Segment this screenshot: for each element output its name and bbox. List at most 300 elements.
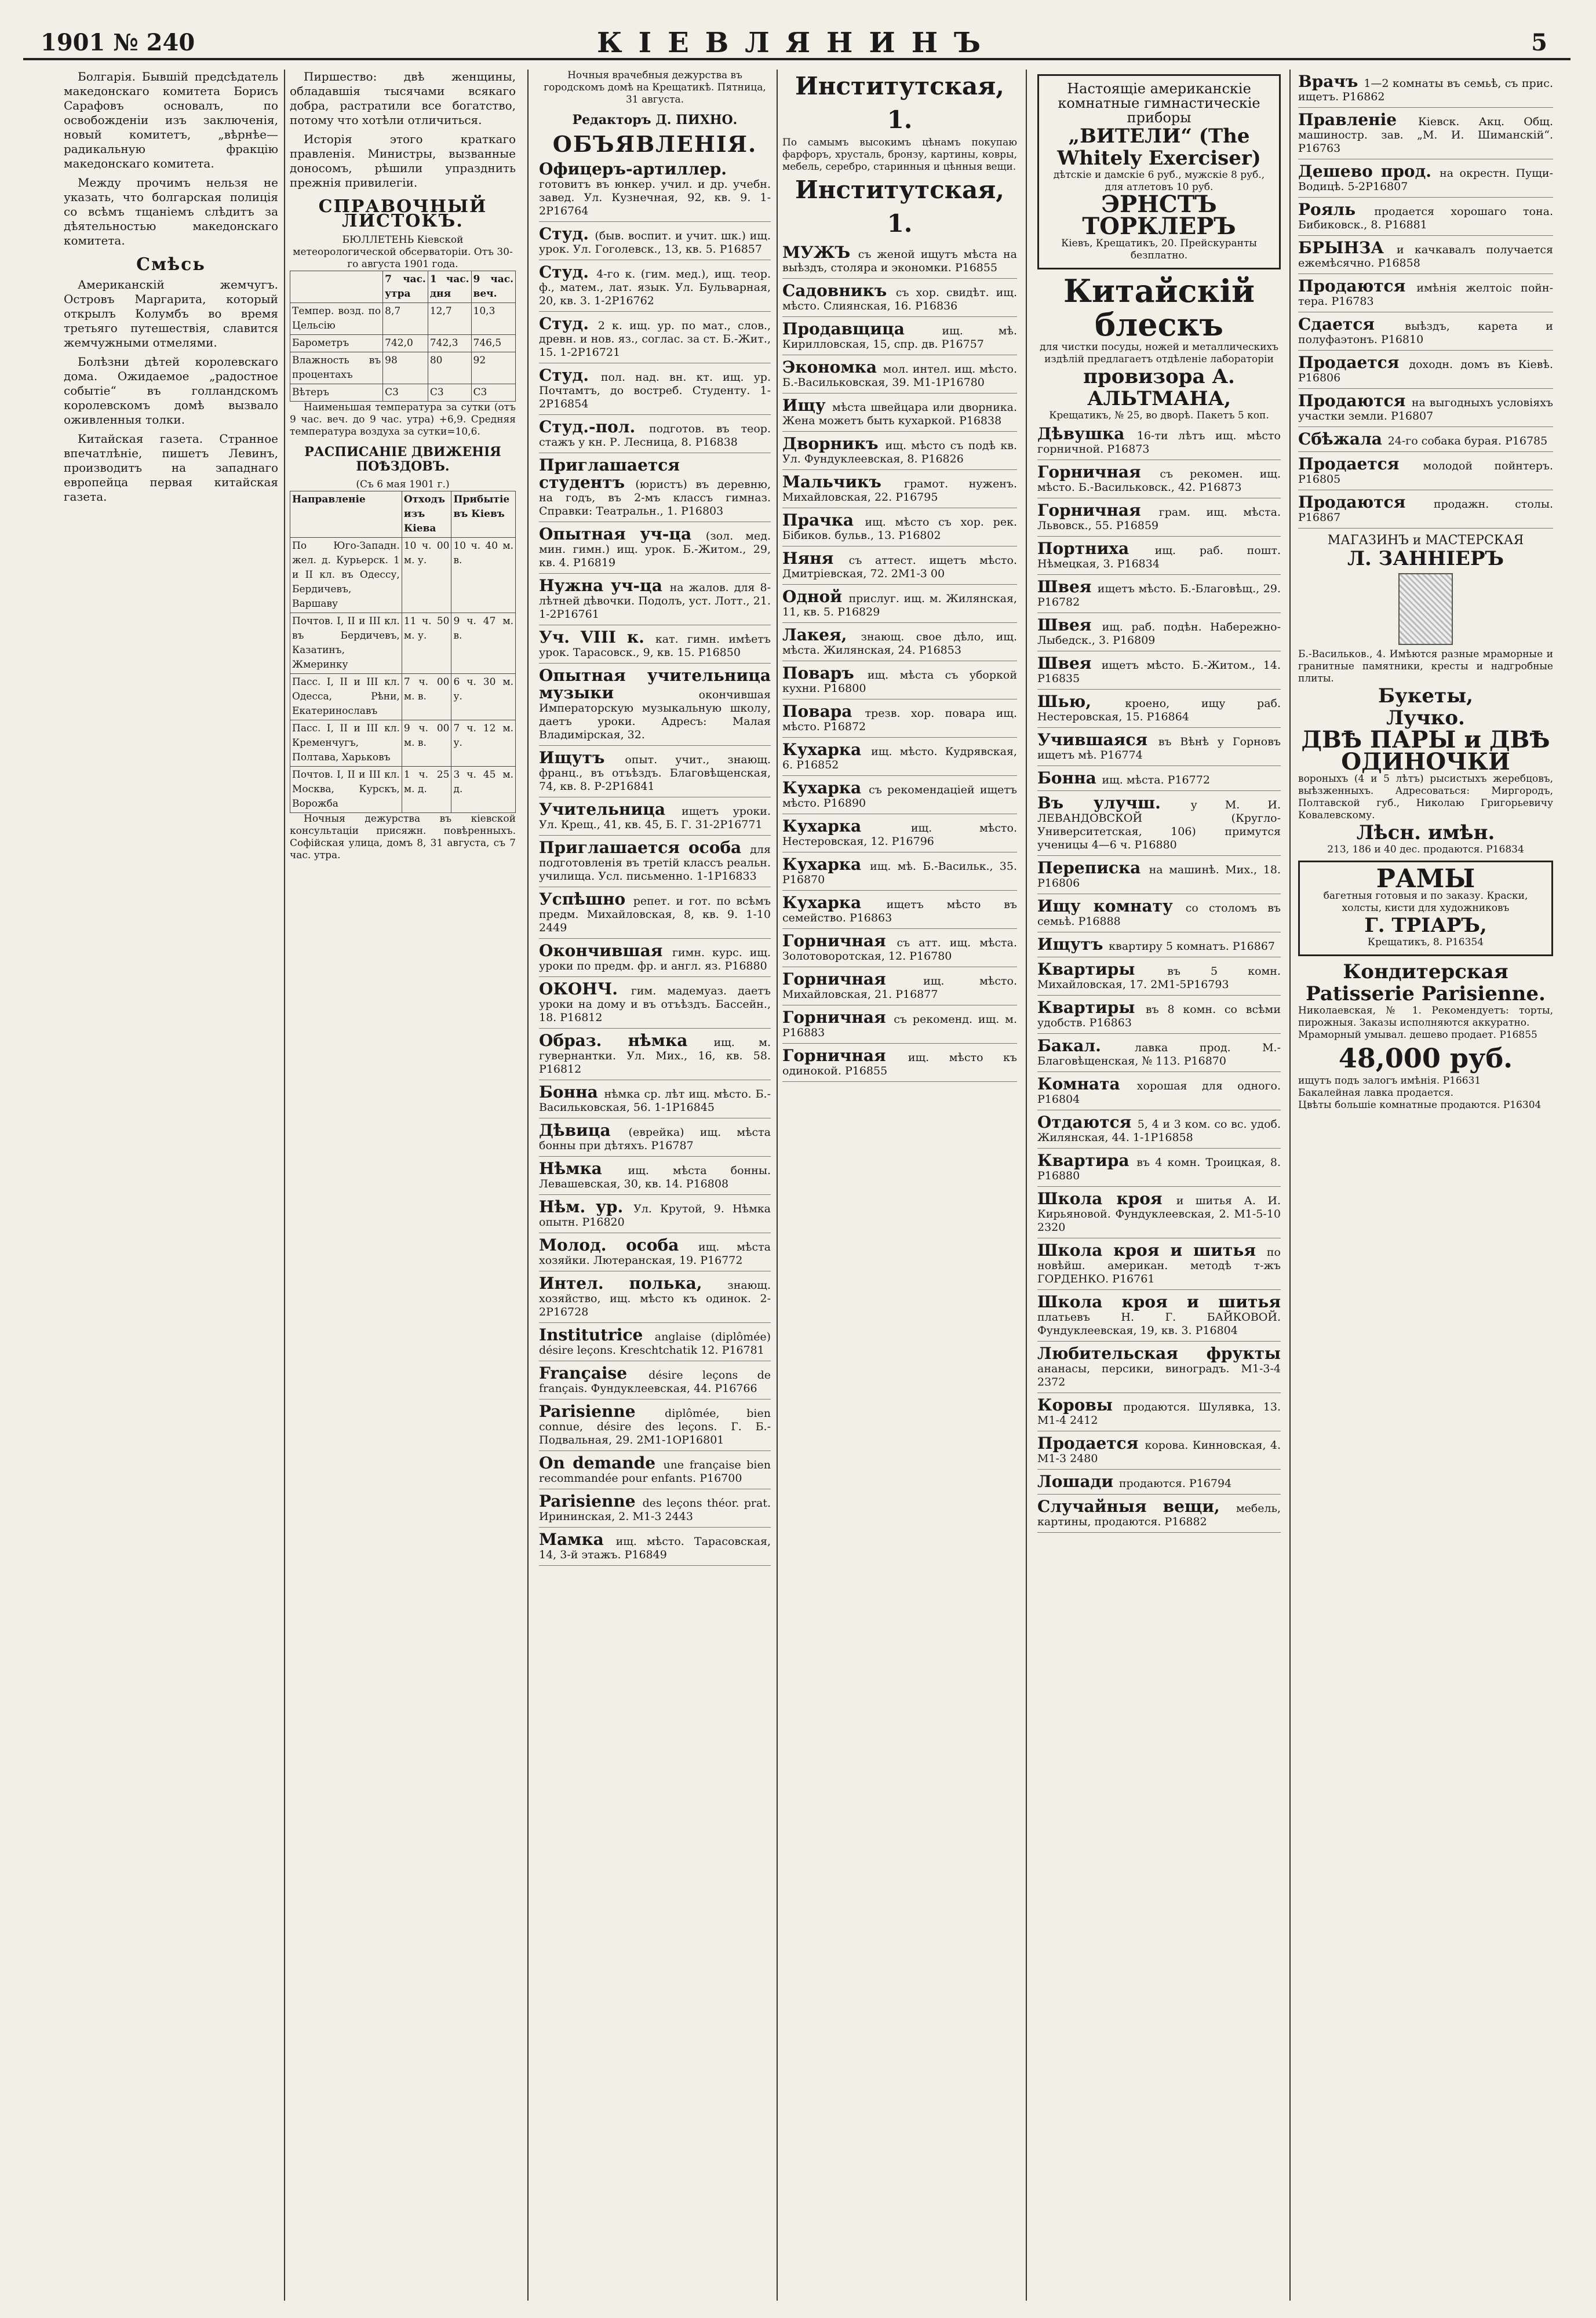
classified-ad <box>782 661 1017 699</box>
ad-title: МАГАЗИНЪ и МАСТЕРСКАЯ <box>1327 533 1524 548</box>
ad-keyword: Уч. VIII к. <box>539 628 655 647</box>
table-cell: Темпер. возд. по Цельсію <box>290 303 383 335</box>
ad-body: ищ. м. гувернантки. Ул. Мих., 16, кв. 58. Р16812 <box>539 1036 771 1076</box>
ad-prices: дѣтскіе и дамскіе 6 руб., мужскіе 8 руб., для атлетовъ 10 руб. <box>1053 169 1265 193</box>
table-cell: 8,7 <box>383 303 428 335</box>
classified-ad <box>1037 996 1281 1034</box>
ad-body: ищетъ мѣсто. Б.-Житом., 14. Р16835 <box>1037 659 1281 685</box>
table-header: 7 час. утра <box>383 271 428 303</box>
table-cell: 1 ч. 25 м. д. <box>402 767 451 813</box>
classified-ad <box>782 738 1017 776</box>
ad-keyword: Продается <box>1037 1434 1145 1453</box>
ad-keyword: Нѣмка <box>539 1159 628 1178</box>
ad-body: 5, 4 и 3 ком. со вс. удоб. Жилянская, 44. 1-1Р16858 <box>1037 1118 1281 1144</box>
classified-ad <box>1037 460 1281 498</box>
ad-body: съ рекоменд. ищ. м. Р16883 <box>782 1013 1017 1039</box>
classified-ad <box>1037 1431 1281 1470</box>
ad-headline: РАМЫ <box>1376 864 1475 894</box>
classified-ad <box>1037 1187 1281 1238</box>
classified-ad <box>1298 198 1553 236</box>
ad-keyword: Рояль <box>1298 200 1375 219</box>
ad-body: мол. интел. ищ. мѣсто. Б.-Васильковская, 39. М1-1Р16780 <box>782 363 1017 389</box>
classified-ad <box>539 1195 771 1233</box>
ad-keyword: Молод. особа <box>539 1235 698 1255</box>
column-2 <box>290 70 516 2306</box>
article-paragraph: Пиршество: двѣ женщины, обладавшія тысячами всякаго добра, растратили все богатство, потому что хотѣли отличиться. <box>290 70 516 127</box>
ad-keyword: Одной <box>782 587 849 606</box>
table-cell: 742,3 <box>428 335 471 352</box>
ad-keyword: Горничная <box>782 970 924 989</box>
classified-ad <box>1037 766 1281 791</box>
classified-ad <box>782 470 1017 508</box>
table-cell: Почтов. I, II и III кл. Москва, Курскъ, Ворожба <box>290 767 402 813</box>
ad-body: квартиру 5 комнатъ. Р16867 <box>1109 940 1276 953</box>
ad-keyword: Institutrice <box>539 1325 655 1344</box>
article-paragraph: Исторія этого краткаго правленія. Министры, вызванные доносомъ, рѣшили упразднить прежнія привилегіи. <box>290 132 516 189</box>
ads-heading: ОБЪЯВЛЕНІЯ. <box>552 131 757 157</box>
ad-body: (зол. мед. мин. гимн.) ищ. урок. Б.-Житом., 29, кв. 4. Р16819 <box>539 530 771 569</box>
ad-keyword: Дѣвица <box>539 1121 629 1140</box>
ad-keyword: Садовникъ <box>782 281 896 300</box>
ad-keyword: Лакея, <box>782 625 861 644</box>
ad-keyword: БРЫНЗА <box>1298 238 1397 257</box>
ad-address: Крещатикъ, 8. Р16354 <box>1367 936 1484 948</box>
classified-ad <box>782 1044 1017 1082</box>
frames-ad <box>1298 861 1553 956</box>
newspaper-title: КІЕВЛЯНИНЪ <box>596 27 997 59</box>
ad-keyword: Кухарка <box>782 740 872 759</box>
monument-illustration <box>1398 573 1453 645</box>
classified-ad <box>1037 1238 1281 1290</box>
table-cell: 746,5 <box>471 335 515 352</box>
ad-body: и шитья А. И. Кирьяновой. Фундуклеевская, 2. М1-5-10 2320 <box>1037 1194 1281 1234</box>
classified-ad <box>782 585 1017 623</box>
classified-ad <box>1037 1393 1281 1431</box>
table-header: 9 час. веч. <box>471 271 515 303</box>
ad-body: со столомъ въ семьѣ. Р16888 <box>1037 902 1281 928</box>
ad-body: продажн. столы. Р16867 <box>1298 498 1553 524</box>
classified-ad <box>1037 1495 1281 1533</box>
ad-keyword: Кухарка <box>782 817 911 836</box>
table-cell: 7 ч. 00 м. в. <box>402 674 451 720</box>
classified-ad <box>782 393 1017 432</box>
ad-body: ищ. мѣсто. Михайловская, 21. Р16877 <box>782 975 1017 1001</box>
classified-ad <box>539 453 771 522</box>
ad-body: ищетъ уроки. Ул. Крещ., 41, кв. 45, Б. Г. 31-2Р16771 <box>539 805 771 831</box>
ad-keyword: Кухарка <box>782 893 887 912</box>
article-paragraph: Американскій жемчугъ. Островъ Маргарита, который открылъ Колумбъ во время третьяго путешествія, славится жемчужными отмелями. <box>64 278 278 349</box>
ad-name: Л. ЗАННІЕРЪ <box>1347 547 1504 570</box>
ad-text: 213, 186 и 40 дес. продаются. Р16834 <box>1327 844 1524 855</box>
ad-keyword: Въ улучш. <box>1037 793 1191 812</box>
ad-body: ищ. раб. пошт. Нѣмецкая, 3. Р16834 <box>1037 544 1281 570</box>
ad-keyword: Школа кроя <box>1037 1189 1176 1208</box>
ad-keyword: Сдается <box>1298 315 1405 334</box>
ad-keyword: Студ. <box>539 263 597 282</box>
ad-body: des leçons théor. prat. Ирининская, 2. М1-3 2443 <box>539 1497 771 1523</box>
ad-text: ищутъ подъ залогъ имѣнія. Р16631 <box>1298 1075 1481 1087</box>
classified-ad <box>782 432 1017 470</box>
ad-keyword: Бонна <box>539 1083 604 1102</box>
article-paragraph: Болѣзни дѣтей королевскаго дома. Ожидаемое „радостное событіе“ въ голландскомъ королевскомъ домѣ вызвало оживленныя толки. <box>64 355 278 427</box>
ad-keyword: Швея <box>1037 577 1098 596</box>
ad-keyword: Продаются <box>1298 493 1434 512</box>
ad-keyword: Горничная <box>782 1046 908 1065</box>
table-cell: 9 ч. 47 м. в. <box>451 613 516 674</box>
table-cell: 12,7 <box>428 303 471 335</box>
ad-body: (юристъ) въ деревню, на годъ, въ 2-мъ классъ гимназ. Справки: Театральн., 1. Р16803 <box>539 478 771 517</box>
ad-body: доходн. домъ въ Кіевѣ. Р16806 <box>1298 358 1553 384</box>
classified-ad <box>782 967 1017 1005</box>
ad-body: прислуг. ищ. м. Жилянская, 11, кв. 5. Р16829 <box>782 592 1017 618</box>
ad-address: Крещатикъ, № 25, во дворѣ. Пакетъ 5 коп. <box>1049 410 1269 421</box>
ad-body: съ рекомен. ищ. мѣсто. Б.-Васильковск., 42. Р16873 <box>1037 468 1281 494</box>
ad-keyword: Мальчикъ <box>782 472 904 491</box>
ad-keyword: Приглашается особа <box>539 838 750 857</box>
ad-keyword: Горничная <box>782 931 897 950</box>
table-row <box>290 335 516 352</box>
table-row <box>290 384 516 402</box>
classified-ad <box>1037 1290 1281 1342</box>
ad-keyword: Прачка <box>782 511 865 530</box>
classified-ad <box>1037 932 1281 957</box>
ad-brand: „ВИТЕЛИ“ (The Whitely Exerciser) <box>1057 125 1261 170</box>
ad-body: ищетъ мѣсто. Б.-Благовѣщ., 29. Р16782 <box>1037 582 1281 608</box>
ad-address: Кіевъ, Крещатикъ, 20. Прейскуранты безплатно. <box>1061 238 1257 261</box>
ad-body: въ 8 комн. со всѣми удобств. Р16863 <box>1037 1003 1281 1029</box>
ad-keyword: Нужна уч-ца <box>539 576 670 595</box>
ad-body: для подготовленія въ третій классъ реальн. училища. Усл. письменно. 1-1Р16833 <box>539 843 771 883</box>
table-row <box>290 352 516 384</box>
ad-body: и качкавалъ получается ежемѣсячно. Р16858 <box>1298 243 1553 269</box>
classified-ad <box>539 363 771 415</box>
ad-keyword: Ищутъ <box>1037 935 1109 954</box>
ad-keyword: Ищу комнату <box>1037 896 1186 916</box>
ad-keyword: Врачъ <box>1298 72 1364 91</box>
ad-body: окончившая Императорскую музыкальную школу, даетъ уроки. Адресъ: Малая Владимірская, 32. <box>539 688 771 741</box>
ad-keyword: Случайныя вещи, <box>1037 1497 1236 1516</box>
classified-ad <box>539 522 771 574</box>
ad-body: 4-го к. (гим. мед.), ищ. теор. ф., матем., лат. язык. Ул. Бульварная, 20, кв. 3. 1-2Р16762 <box>539 268 771 307</box>
table-cell: Барометръ <box>290 335 383 352</box>
column-1 <box>64 70 278 2306</box>
ad-body: ищ. мѣсто. Кудрявская, 6. Р16852 <box>782 745 1017 771</box>
classified-ad <box>539 625 771 664</box>
ad-body: готовитъ въ юнкер. учил. и др. учебн. завед. Ул. Кузнечная, 92, кв. 9. 1-2Р16764 <box>539 178 771 217</box>
classified-ad <box>539 664 771 746</box>
ad-keyword: Переписка <box>1037 858 1149 877</box>
ad-keyword: Няня <box>782 549 849 568</box>
classified-ad <box>539 1029 771 1080</box>
ad-keyword: Офицеръ-артиллер. <box>539 159 727 178</box>
classified-ad <box>782 699 1017 738</box>
ad-keyword: Школа кроя и шитья <box>1037 1292 1281 1311</box>
ad-headline: 48,000 руб. <box>1338 1043 1513 1074</box>
ad-keyword: Повара <box>782 702 865 721</box>
table-cell: 98 <box>383 352 428 384</box>
ad-body: продаются. Шулявка, 13. М1-4 2412 <box>1037 1401 1281 1427</box>
ad-keyword: Студ. <box>539 224 595 243</box>
column-3 <box>539 70 771 2306</box>
ad-body: знающ. свое дѣло, ищ. мѣста. Жилянская, 24. Р16853 <box>782 630 1017 657</box>
classified-ad <box>1298 159 1553 198</box>
ad-keyword: Сбѣжала <box>1298 429 1388 449</box>
ad-headline: Институтская, 1. <box>795 176 1004 238</box>
ads-list <box>539 157 771 1566</box>
classified-ad <box>1037 957 1281 996</box>
ad-keyword: Приглашается студентъ <box>539 455 680 492</box>
ad-body: опыт. учит., знающ. франц., въ отъѣздъ. Благовѣщенская, 74, кв. 8. Р-2Р16841 <box>539 753 771 793</box>
table-row <box>290 767 516 813</box>
ad-body: съ аттест. ищетъ мѣсто. Дмитріевская, 72. 2М1-3 00 <box>782 554 1017 580</box>
ad-text: Б.-Васильков., 4. Имѣются разные мраморные и гранитные памятники, кресты и надгробные плиты. <box>1298 648 1553 684</box>
ad-title: Настоящіе американскіе комнатные гимнастическіе приборы <box>1058 81 1260 126</box>
duty-note: Ночныя дежурства въ кіевской консультаціи присяжн. повѣренныхъ. Софійская улица, домъ 8, 31 августа, съ 7 час. утра. <box>290 813 516 861</box>
column-divider <box>1289 70 1291 2301</box>
ad-headline: Кондитерская Patisserie Parisienne. <box>1306 960 1546 1005</box>
ad-body: хорошая для одного. Р16804 <box>1037 1080 1281 1106</box>
table-cell: Почтов. I, II и III кл. въ Бердичевъ, Казатинъ, Жмеринку <box>290 613 402 674</box>
table-cell: 7 ч. 12 м. у. <box>451 720 516 767</box>
ad-keyword: Продаются <box>1298 391 1412 410</box>
table-row <box>290 613 516 674</box>
ads-list <box>782 240 1017 1082</box>
schedule-subtitle: (Съ 6 мая 1901 г.) <box>356 479 450 490</box>
ad-keyword: Правленіе <box>1298 110 1419 129</box>
classified-ad <box>1037 1149 1281 1187</box>
ad-body: ищ. мѣсто съ подѣ кв. Ул. Фундуклеевская, 8. Р16826 <box>782 439 1017 465</box>
ad-body: въ Вѣнѣ у Горновъ ищетъ мѣ. Р16774 <box>1037 735 1281 761</box>
ad-body: ищ. мѣ. Б.-Васильк., 35. Р16870 <box>782 860 1017 886</box>
ad-body: ищетъ мѣсто въ семейство. Р16863 <box>782 898 1017 924</box>
classified-ad <box>1037 613 1281 651</box>
ad-body: продается хорошаго тона. Бибиковск., 8. Р16881 <box>1298 205 1553 231</box>
classified-ad <box>1037 791 1281 856</box>
classified-ad <box>539 1118 771 1157</box>
ad-keyword: Горничная <box>782 1008 894 1027</box>
classified-ad <box>539 222 771 260</box>
ad-body: у М. И. ЛЕВАНДОВСКОЙ (Кругло-Университетская, 106) примутся ученицы 4—6 ч. Р16880 <box>1037 799 1281 851</box>
table-cell: С3 <box>383 384 428 402</box>
classified-ad <box>782 546 1017 585</box>
classified-ad <box>539 746 771 797</box>
ad-body: грамот. нуженъ. Михайловская, 22. Р16795 <box>782 478 1017 504</box>
ad-body: по новѣйш. американ. методѣ т-жъ ГОРДЕНКО. Р16761 <box>1037 1246 1281 1285</box>
ad-keyword: Шью, <box>1037 692 1125 711</box>
weather-note: Наименьшая температура за сутки (отъ 9 час. веч. до 9 час. утра) +6,9. Средняя температура воздуха за сутки=10,6. <box>290 402 516 438</box>
ad-keyword: Ищутъ <box>539 748 625 767</box>
ad-keyword: Успѣшно <box>539 890 633 909</box>
table-row <box>290 720 516 767</box>
ad-body: на выгодныхъ условіяхъ участки земли. Р16807 <box>1298 396 1553 422</box>
classified-ad <box>782 508 1017 546</box>
classified-ad <box>1037 1342 1281 1393</box>
ad-headline: Китайскій блескъ <box>1063 272 1255 343</box>
ad-keyword: Продаются <box>1298 276 1417 296</box>
ad-body: une française bien recommandée pour enfants. Р16700 <box>539 1459 771 1485</box>
ad-body: гимн. курс. ищ. уроки по предм. фр. и англ. яз. Р16880 <box>539 946 771 972</box>
ad-keyword: Студ.-пол. <box>539 417 649 436</box>
editor-line: Редакторъ Д. ПИХНО. <box>572 112 738 127</box>
classified-ad <box>1037 1072 1281 1110</box>
ad-keyword: Горничная <box>1037 501 1159 520</box>
ad-keyword: Дворникъ <box>782 434 886 453</box>
ad-body: (быв. воспит. и учит. шк.) ищ. урок. Ул. Гоголевск., 13, кв. 5. Р16857 <box>539 229 771 256</box>
ads-list <box>1298 70 1553 529</box>
ad-text: Мраморный умывал. дешево продает. Р16855 <box>1298 1029 1537 1041</box>
ad-body: съ женой ищутъ мѣста на выѣздъ, столяра и экономки. Р16855 <box>782 248 1017 274</box>
ad-keyword: Опытная учительница музыки <box>539 666 771 702</box>
ad-keyword: Мамка <box>539 1530 616 1549</box>
table-cell: 9 ч. 00 м. в. <box>402 720 451 767</box>
ad-body: 16-ти лѣтъ ищ. мѣсто горничной. Р16873 <box>1037 429 1281 455</box>
classified-ad <box>539 1451 771 1489</box>
ad-body: anglaise (diplômée) désire leçons. Kreschtchatik 12. Р16781 <box>539 1331 771 1357</box>
ad-keyword: Швея <box>1037 654 1102 673</box>
table-cell: Вѣтеръ <box>290 384 383 402</box>
ad-body: имѣнія желтоіс пойн-тера. Р16783 <box>1298 282 1553 308</box>
article-paragraph: Китайская газета. Странное впечатлѣніе, пишетъ Левинъ, производитъ на западнаго европейца первая китайская газета. <box>64 432 278 504</box>
classified-ad <box>539 797 771 836</box>
classified-ad <box>1037 575 1281 613</box>
table-cell: 11 ч. 50 м. у. <box>402 613 451 674</box>
table-header: Направленіе <box>290 491 402 538</box>
classified-ad <box>1037 1110 1281 1149</box>
table-row <box>290 674 516 720</box>
ad-keyword: Образ. нѣмка <box>539 1031 714 1050</box>
ad-body: diplômée, bien connue, désire des leçons. Г. Б.-Подвальная, 29. 2М1-1ОР16801 <box>539 1407 771 1446</box>
page-number: 5 <box>1531 29 1547 56</box>
ad-body: съ атт. ищ. мѣста. Золотоворотская, 12. Р16780 <box>782 936 1017 963</box>
ad-body: гим. мадемуаз. даетъ уроки на дому и въ отъѣздъ. Бассейн., 18. Р16812 <box>539 985 771 1024</box>
column-4 <box>782 70 1017 2306</box>
ad-keyword: Горничная <box>1037 462 1160 482</box>
ad-headline: Институтская, 1. <box>795 72 1004 134</box>
table-cell: 3 ч. 45 м. д. <box>451 767 516 813</box>
column-5 <box>1037 70 1281 2306</box>
article-paragraph: Болгарія. Бывшій предсѣдатель македонскаго комитета Борисъ Сарафовъ основалъ, по освобожденіи изъ заключенія, новый комитетъ, „вѣрнѣе—радикальную фракцію македонскаго комитета. <box>64 70 278 170</box>
ad-body: ананасы, персики, виноградъ. М1-3-4 2372 <box>1037 1362 1281 1388</box>
classified-ad <box>539 1528 771 1566</box>
duty-note: Ночныя врачебныя дежурства въ городскомъ домѣ на Крещатикѣ. Пятница, 31 августа. <box>544 70 766 105</box>
column-divider <box>284 70 285 2301</box>
ad-body: лавка прод. М.-Благовѣщенская, № 113. Р16870 <box>1037 1041 1281 1067</box>
classified-ad <box>539 1157 771 1195</box>
table-header: Отходъ изъ Кіева <box>402 491 451 538</box>
ad-text: багетныя готовыя и по заказу. Краски, холсты, кисти для художниковъ <box>1323 890 1528 914</box>
issue-number: 1901 № 240 <box>41 29 195 56</box>
table-cell: 10 ч. 00 м. у. <box>402 538 451 613</box>
ad-body: съ хор. свидѣт. ищ. мѣсто. Слиянская, 16. Р16836 <box>782 286 1017 312</box>
column-6 <box>1298 70 1553 2306</box>
classified-ad <box>1037 651 1281 690</box>
column-divider <box>527 70 529 2301</box>
table-row <box>290 303 516 335</box>
section-heading: Смѣсь <box>136 254 206 275</box>
table-header <box>290 271 383 303</box>
classified-ad <box>1037 422 1281 460</box>
classified-ad <box>1298 108 1553 159</box>
ad-body: ищ. мѣсто къ одинокой. Р16855 <box>782 1051 1017 1077</box>
ad-body: ищ. мѣста. Р16772 <box>1102 774 1210 786</box>
classified-ad <box>539 836 771 887</box>
ad-body: въ 4 комн. Троицкая, 8. Р16880 <box>1037 1156 1281 1182</box>
ad-keyword: Портниха <box>1037 539 1155 558</box>
ad-body: репет. и гот. по всѣмъ предм. Михайловская, 8, кв. 9. 1-10 2449 <box>539 895 771 934</box>
classified-ad <box>539 939 771 977</box>
classified-ad <box>1298 236 1553 274</box>
classified-ad <box>1037 690 1281 728</box>
ad-keyword: Студ. <box>539 314 598 333</box>
ad-body: ищ. мѣсто съ хор. рек. Бібиков. бульв., 13. Р16802 <box>782 516 1017 542</box>
ad-keyword: Учившаяся <box>1037 730 1158 749</box>
ad-text: для чистки посуды, ножей и металлическихъ издѣлій предлагаетъ отдѣленіе лабораторіи <box>1040 341 1278 365</box>
classified-ad <box>1298 427 1553 452</box>
ad-text: Бакалейная лавка продается. <box>1298 1087 1454 1099</box>
classified-ad <box>1037 1034 1281 1072</box>
classified-ad <box>1037 894 1281 932</box>
ad-text: Николаевская, № 1. Рекомендуетъ: торты, пирожныя. Заказы исполняются аккуратно. <box>1298 1005 1553 1029</box>
table-cell: 10,3 <box>471 303 515 335</box>
ad-body: корова. Кинновская, 4. М1-3 2480 <box>1037 1439 1281 1465</box>
classified-ad <box>1298 351 1553 389</box>
classified-ad <box>539 1399 771 1451</box>
ad-name: Г. ТРІАРЪ, <box>1364 914 1487 937</box>
classified-ad <box>782 355 1017 393</box>
ad-body: нѣмка ср. лѣт ищ. мѣсто. Б.-Васильковская, 56. 1-1Р16845 <box>539 1088 771 1114</box>
column-divider <box>777 70 778 2301</box>
ad-seller: ЭРНСТЪ ТОРКЛЕРЪ <box>1082 191 1236 240</box>
ad-body: на окрестн. Пущи-Водицѣ. 5-2Р16807 <box>1298 167 1553 193</box>
ad-body: трезв. хор. повара ищ. мѣсто. Р16872 <box>782 707 1017 733</box>
classified-ad <box>782 929 1017 967</box>
classified-ad <box>1037 856 1281 894</box>
ad-body: ищ. мѣсто. Нестеровская, 12. Р16796 <box>782 822 1017 848</box>
classified-ad <box>1037 537 1281 575</box>
classified-ad <box>539 157 771 222</box>
classified-ad <box>1298 312 1553 351</box>
table-cell: Пасс. I, II и III кл. Кременчугъ, Полтава, Харьковъ <box>290 720 402 767</box>
classified-ad <box>782 279 1017 317</box>
ad-keyword: Отдаются <box>1037 1113 1138 1132</box>
classified-ad <box>782 1005 1017 1044</box>
ad-keyword: МУЖЪ <box>782 243 858 262</box>
newspaper-header <box>23 23 1571 60</box>
ad-keyword: Кухарка <box>782 778 869 797</box>
classified-ad <box>1037 1470 1281 1495</box>
ad-keyword: On demande <box>539 1453 664 1473</box>
classified-ad <box>539 574 771 625</box>
classified-ad <box>539 260 771 312</box>
train-schedule-table <box>290 491 516 813</box>
ad-body: 24-го собака бурая. Р16785 <box>1387 435 1548 447</box>
table-cell: 92 <box>471 352 515 384</box>
ad-body: ищ. мѣ. Кирилловская, 15, спр. дв. Р16757 <box>782 325 1017 351</box>
ad-body: désire leçons de français. Фундуклеевская, 44. Р16766 <box>539 1369 771 1395</box>
ad-body: (еврейка) ищ. мѣста бонны при дѣтяхъ. Р16787 <box>539 1126 771 1152</box>
classified-ad <box>539 1489 771 1528</box>
ad-keyword: Квартиры <box>1037 998 1146 1017</box>
ad-headline: Лѣсн. имѣн. <box>1356 821 1495 844</box>
ads-list <box>1037 422 1281 1533</box>
ad-body: на жалов. для 8-лѣтней дѣвочки. Подолъ, уст. Лотт., 21. 1-2Р16761 <box>539 581 771 621</box>
ad-body: Кіевск. Акц. Общ. машиностр. зав. „М. И. Шиманскій“. Р16763 <box>1298 115 1553 155</box>
ad-body: знающ. хозяйство, ищ. мѣсто къ одинок. 2-2Р16728 <box>539 1279 771 1318</box>
classified-ad <box>782 623 1017 661</box>
classified-ad <box>782 852 1017 891</box>
ad-body: мѣста швейцара или дворника. Жена можетъ быть кухаркой. Р16838 <box>782 401 1017 427</box>
ad-keyword: Студ. <box>539 366 601 385</box>
